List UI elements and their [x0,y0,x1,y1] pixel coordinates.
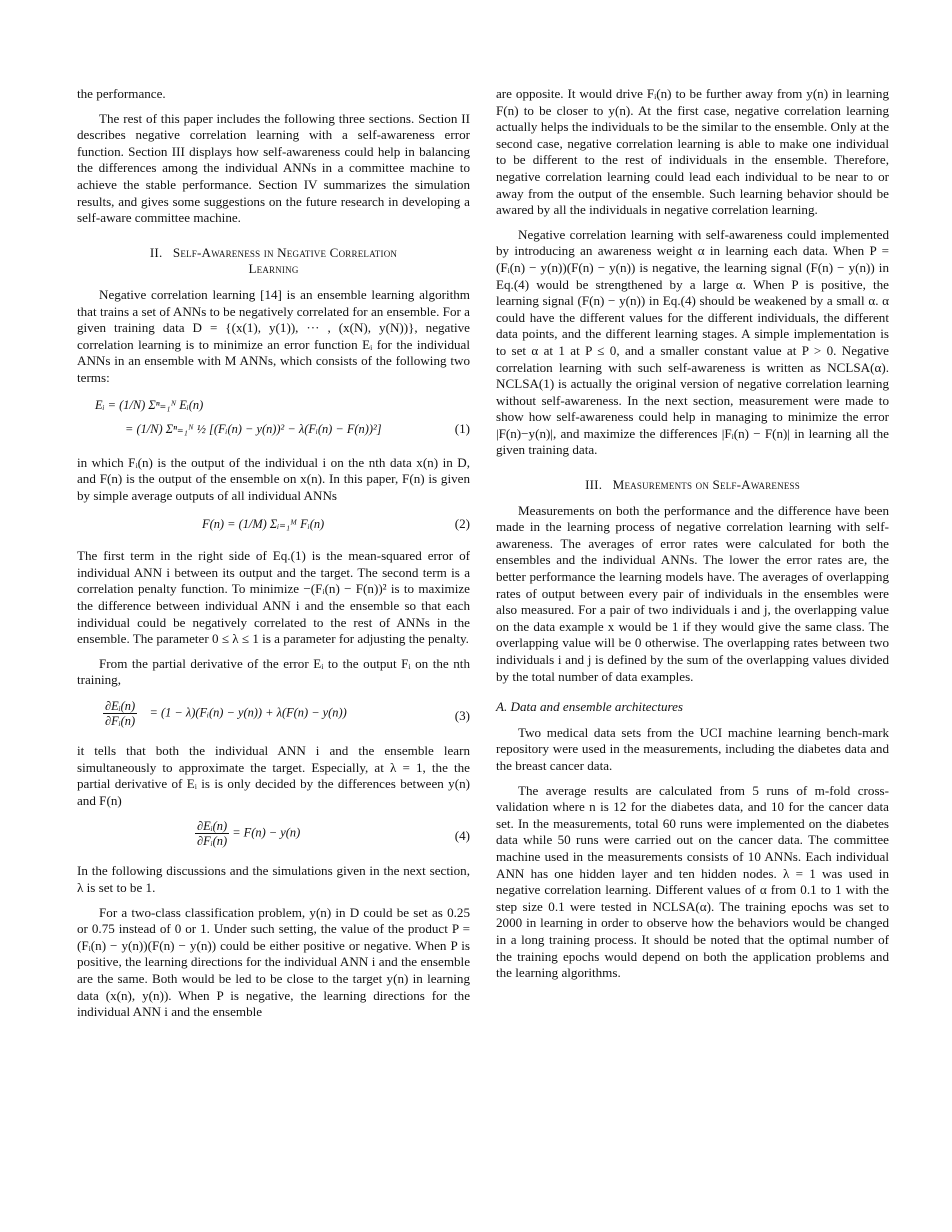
equation-4-number: (4) [454,828,470,844]
paragraph-terms-explained: The first term in the right side of Eq.(1) is the mean-squared error of individual ANN i between its output and the target. The second term is a correlation penalty function. To minimize −(Fᵢ(n) − F(n))² is to maximize the difference between individual ANN i and the ensemble so that each individual could be negatively correlated to the rest of ANNs in the ensemble. The parameter 0 ≤ λ ≤ 1 is a parameter for adjusting the penalty. [77,548,470,647]
section-title-line1: Self-Awareness in Negative Correlation [172,244,398,260]
equation-4-row [195,819,300,848]
paragraph-ncl-definition: Negative correlation learning [14] is an ensemble learning algorithm that trains a set of ANNs to be negatively correlated for an ensemble. For a given training data D = {(x(1), y(1)), ··· , (x(N), y(N))}, negative correlation learning is to minimize an error function Eᵢ for the individual ANNs in an ensemble with M ANNs, which consists of the following two terms: [77,286,470,385]
section-number: III. [585,477,603,493]
equation-3-rhs: = (1 − λ)(Fᵢ(n) − y(n)) + λ(F(n) − y(n)) [149,705,347,720]
equation-1-number: (1) [454,420,470,436]
equation-4-denominator: ∂Fᵢ(n) [197,834,228,849]
equation-2-body: F(n) = (1/M) Σᵢ₌₁ᴹ Fᵢ(n) [202,517,325,532]
equation-2-number: (2) [454,516,470,532]
equation-4-fraction [195,819,229,848]
equation-1-line2: = (1/N) Σⁿ₌₁ᴺ ½ [(Fᵢ(n) − y(n))² − λ(Fᵢ(n) − F(n))²] [125,421,382,436]
subsection-heading-a: A. Data and ensemble architectures [496,699,684,715]
paragraph-experimental-setup: The average results are calculated from 5 runs of m-fold cross-validation where n is 12 for the diabetes data, and 10 for the cancer data set. In the measurements, total 60 runs were implemented on the diabetes data while 50 runs were carried out on the cancer data. The committee machine used in the measurements consists of 10 ANNs. Each individual ANN has one hidden layer and ten hidden nodes. λ = 1 was used in negative correlation learning. Different values of α from 0.1 to 1 with the step size 0.1 were tested in NCLSA(α). The training epochs was set to 2000 in learning in order to observe how the behaviors would be changed in a long training process. It should be noted that the optimal number of the training epochs would depend on both the application problems and the learning algorithms. [496,782,889,981]
paragraph-datasets: Two medical data sets from the UCI machine learning bench-mark repository were used in the measurements, including the diabetes data and the breast cancer data. [496,724,889,773]
section-heading-3 [496,477,889,494]
equation-4-numerator: ∂Eᵢ(n) [197,819,228,834]
paragraph-output-def: in which Fᵢ(n) is the output of the individual i on the nth data x(n) in D, and F(n) is the output of the ensemble on x(n). In this paper, F(n) is given by simple average outputs of all individual ANNs [77,454,470,503]
paragraph-simultaneous-learning: it tells that both the individual ANN i and the ensemble learn simultaneously to approximate the target. Especially, at λ = 1, the the partial derivative of Eᵢ is is only decided by the differences between y(n) and F(n) [77,743,470,808]
section-title: Measurements on Self-Awareness [612,477,800,493]
paragraph-partial-derivative: From the partial derivative of the error Eᵢ to the output Fᵢ on the nth training, [77,655,470,688]
paragraph-measurements: Measurements on both the performance and the difference have been made in the learning process of negative correlation learning with self-awareness. The averages of error rates were calculated for both the ensembles and the individual ANNs. The lower the error rates are, the better performance the learning models have. The averages of overlapping rates of output between every pair of individuals in the ensembles were also measured. For a pair of two individuals i and j, the overlapping value on the data example x would be 1 if they would give the same class. The overlapping value will be 0 otherwise. The overlapping rates between two individuals i and j is defined by the sum of the overlapping values divided by the total number of data examples. [496,502,889,684]
paragraph-paper-outline: The rest of this paper includes the following three sections. Section II describes negative correlation learning with a self-awareness error function. Section III displays how self-awareness could help in balancing the differences among the individual ANNs in a committee machine to achieve the stable performance. Section IV summarizes the simulation results, and gives some suggestions on the future research in developing a self-aware committee machine. [77,110,470,226]
equation-3-numerator: ∂Eᵢ(n) [105,699,136,714]
equation-2 [77,512,470,540]
equation-3-number: (3) [454,708,470,724]
equation-1 [77,395,470,447]
paragraph-intro-end: the performance. [77,86,166,101]
equation-3-fraction [103,699,137,728]
paragraph-learning-directions: are opposite. It would drive Fᵢ(n) to be further away from y(n) in learning F(n) to be closer to y(n). At the first case, negative correlation learning actually helps the individuals to be the similar to the ensemble. Only at the second case, negative correlation learning is able to make one individual to be different to the rest of individuals in the ensemble. Therefore, negative correlation learning could lead each individual to be near to or away from the output of the ensemble. Such learning behavior should be awared by all the individuals in negative correlation learning. [496,86,889,218]
paragraph-lambda-setting: In the following discussions and the simulations given in the next section, λ is set to be 1. [77,863,470,895]
section-heading-2 [77,245,470,278]
paragraph-two-class-problem: For a two-class classification problem, y(n) in D could be set as 0.25 or 0.75 instead of 0 or 1. Under such setting, the value of the product P = (Fᵢ(n) − y(n))(F(n) − y(n)) could be either positive or negative. When P is positive, the learning directions for the individual ANN i and the ensemble are the same. Both would be led to be close to the target y(n) in learning data (x(n), y(n)). When P is negative, the learning directions for the individual ANN i and the ensemble [77,904,470,1020]
section-number: II. [149,244,163,260]
equation-3-denominator: ∂Fᵢ(n) [105,714,136,729]
equation-1-line1: Eᵢ = (1/N) Σⁿ₌₁ᴺ Eᵢ(n) [95,397,204,412]
equation-4 [77,817,470,855]
paragraph-self-awareness-weight: Negative correlation learning with self-awareness could implemented by introducing an awareness weight α in learning each data. When P = (Fᵢ(n) − y(n))(F(n) − y(n)) is negative, the learning signal (F(n) − y(n)) in Eq.(4) would be strengthened by a large α. When P is positive, the learning signal (F(n) − y(n)) in Eq.(4) should be weakened by a small α. α could have the different values for the different individuals, the different data points, and the different learning stages. A simple implementation is to set α at 1 at P ≤ 0, and a smaller constant value at P > 0. Negative correlation learning with such self-awareness is written as NCLSA(α). NCLSA(1) is actually the original version of negative correlation learning without self-awareness. In the next section, measurement were made to show how self-awareness could help in managing to minimize the error |F(n)−y(n)|, and maximize the differences |Fᵢ(n) − F(n)| in learning all the given training data. [496,226,889,458]
equation-3 [77,697,470,735]
right-column [496,86,889,990]
left-column [77,86,470,1029]
section-title-line2: Learning [248,261,299,277]
equation-3-row [103,699,347,728]
equation-4-rhs: = F(n) − y(n) [232,825,301,840]
